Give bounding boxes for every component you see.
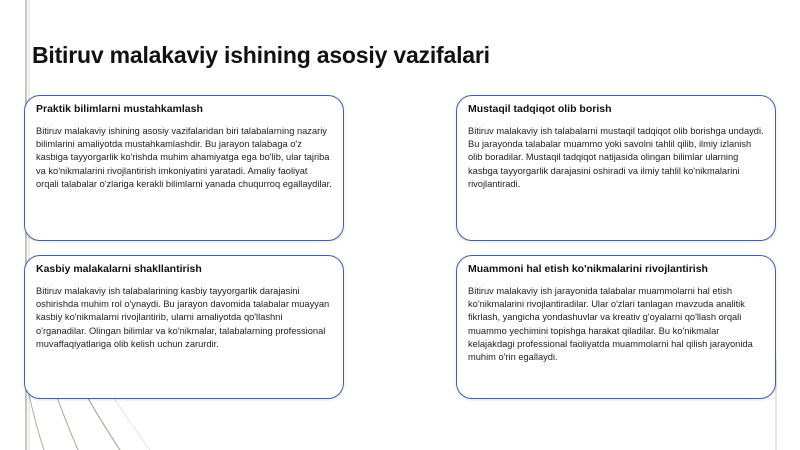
card-heading: Praktik bilimlarni mustahkamlash	[36, 103, 203, 115]
card-body: Bitiruv malakaviy ishining asosiy vazifalaridan biri talabalarning nazariy bilimlarini amaliyotda mustahkamlashdir. Bu jarayon talabaga o'z kasbiga tayyorgarlik ko'rishda muhim ahamiyatga ega bo'lib, ular tajriba va ko'nikmalarini rivojlantirish imkoniyatini yaratadi. Amaliy faoliyat orqali talabalar o'zlariga kerakli bilimlarni yanada chuqurroq egallaydilar.	[36, 126, 332, 189]
card-practical-knowledge	[24, 95, 344, 241]
card-body: Bitiruv malakaviy ish talabalarni mustaqil tadqiqot olib borishga undaydi. Bu jarayonda talabalar muammo yoki savolni tahlil qilib, ilmiy izlanish olib boradilar. Mustaqil tadqiqot natijasida olingan bilimlar ularning kasbga tayyorgarlik darajasini oshiradi va ilmiy tahlil ko'nikmalarini rivojlantiradi.	[468, 126, 764, 189]
card-heading: Mustaqil tadqiqot olib borish	[468, 103, 612, 115]
card-body: Bitiruv malakaviy ish talabalarining kasbiy tayyorgarlik darajasini oshirishda muhim rol o'ynaydi. Bu jarayon davomida talabalar muayyan kasbiy ko'nikmalarni rivojlantirib, ularni amaliyotda qo'llashni o'rganadilar. Olingan bilimlar va ko'nikmalar, talabalarning professional muvaffaqiyatlariga olib kelish uchun zarurdir.	[36, 286, 330, 349]
card-body: Bitiruv malakaviy ish jarayonida talabalar muammolarni hal etish ko'nikmalarini rivojlantiradilar. Ular o'zlari tanlagan mavzuda analitik fikrlash, yangicha yondashuvlar va kreativ g'oyalarni qo'llash orqali muammo yechimini topishga harakat qiladilar. Bu ko'nikmalar kelajakdagi professional faoliyatda muammolarni hal qilish jarayonida muhim o'rin egallaydi.	[468, 286, 753, 363]
card-heading: Muammoni hal etish ko'nikmalarini rivojlantirish	[468, 263, 708, 275]
card-problem-solving	[456, 255, 776, 399]
card-heading: Kasbiy malakalarni shakllantirish	[36, 263, 202, 275]
card-professional-skills	[24, 255, 344, 399]
slide-title: Bitiruv malakaviy ishining asosiy vazifalari	[32, 42, 490, 68]
card-independent-research	[456, 95, 776, 241]
